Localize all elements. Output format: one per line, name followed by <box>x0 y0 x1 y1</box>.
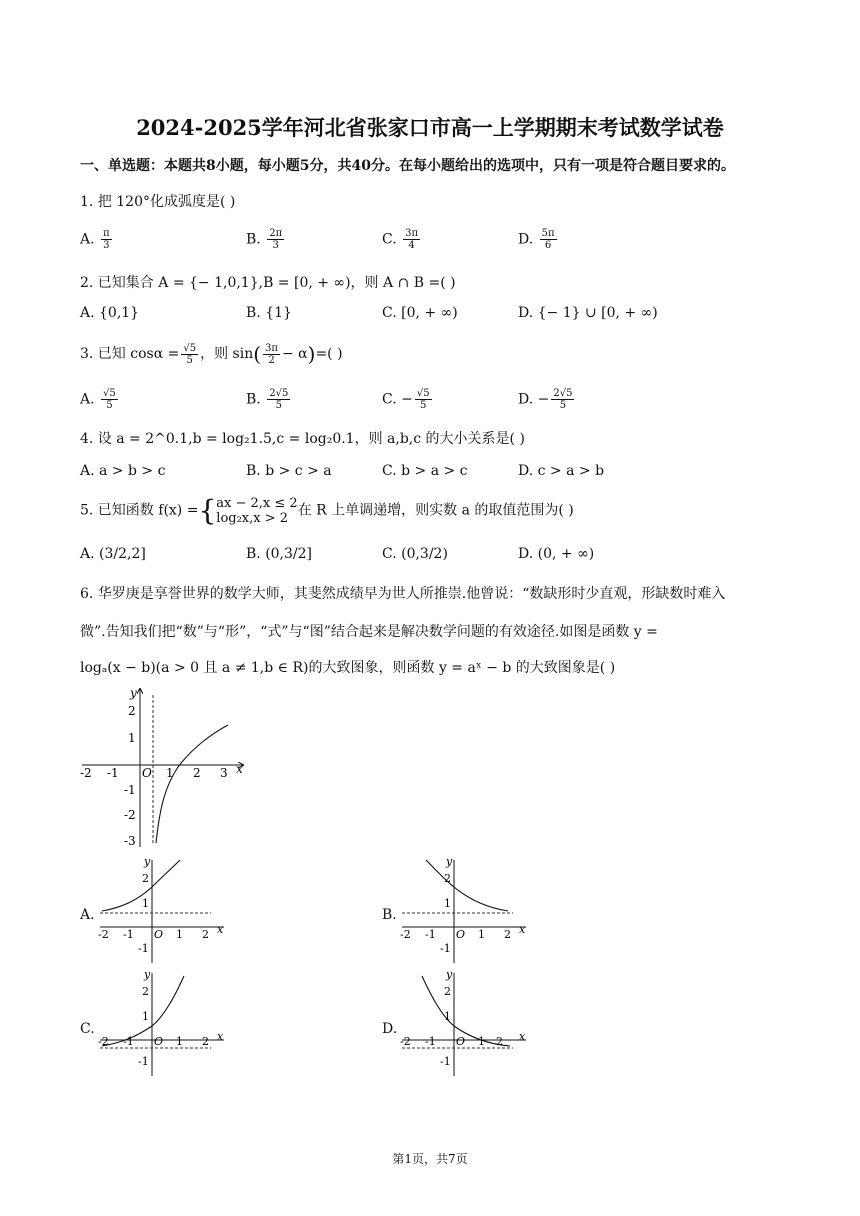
svg-text:1: 1 <box>444 897 451 910</box>
svg-text:1: 1 <box>176 1035 183 1048</box>
svg-text:1: 1 <box>478 928 485 941</box>
svg-text:1: 1 <box>444 1010 451 1023</box>
q3-option-c[interactable]: C. − $\frac{√5}{5}$ <box>382 388 430 411</box>
q5-option-a[interactable]: A. (3/2,2] <box>80 546 146 562</box>
q4-option-b[interactable]: B. b > c > a <box>246 463 332 479</box>
tick-label: 1 <box>166 766 174 780</box>
piecewise-cases: ax − 2,x ≤ 2 log₂x,x > 2 <box>216 495 298 526</box>
svg-text:y: y <box>144 855 151 868</box>
tick-label: 2 <box>193 766 201 780</box>
fraction: $\frac{3\pi}{2}$ <box>265 342 278 366</box>
fraction: $\frac{√5}{5}$ <box>183 342 197 366</box>
origin-label: O <box>142 766 152 780</box>
q1-option-c[interactable]: C. $\frac{3\pi}{4}$ <box>382 228 419 251</box>
svg-text:1: 1 <box>478 1035 485 1048</box>
q4-option-a[interactable]: A. a > b > c <box>80 463 166 479</box>
y-label: y <box>130 686 137 700</box>
q6-option-d-graph[interactable] <box>398 968 533 1078</box>
q1-option-d[interactable]: D. $\frac{5\pi}{6}$ <box>518 228 555 251</box>
tick-label: -3 <box>124 834 136 848</box>
svg-text:2: 2 <box>142 872 149 885</box>
fraction: $\frac{2√5}{5}$ <box>269 388 289 411</box>
svg-text:y: y <box>446 855 453 868</box>
q6-option-a-label[interactable]: A. <box>80 907 95 923</box>
fraction: $\frac{\pi}{3}$ <box>103 228 110 251</box>
svg-text:2: 2 <box>504 928 511 941</box>
q4-option-c[interactable]: C. b > a > c <box>382 463 468 479</box>
tick-label: 1 <box>128 731 136 745</box>
svg-text:x: x <box>217 923 224 936</box>
svg-text:2: 2 <box>496 1035 503 1048</box>
question-4-stem: 4. 设 a = 2^0.1,b = log₂1.5,c = log₂0.1，则 a,b,c 的大小关系是( ) <box>80 431 525 447</box>
tick-label: -1 <box>107 766 119 780</box>
q2-option-b[interactable]: B. {1} <box>246 305 292 321</box>
q3-option-d[interactable]: D. − $\frac{2√5}{5}$ <box>518 388 573 411</box>
tick-label: 3 <box>220 766 228 780</box>
fraction: $\frac{5\pi}{6}$ <box>541 228 555 251</box>
fraction: $\frac{2√5}{5}$ <box>553 388 573 411</box>
svg-text:-2: -2 <box>98 1035 109 1048</box>
question-6-line-1: 6. 华罗庚是享誉世界的数学大师，其斐然成绩早为世人所推崇.他曾说：“数缺形时少直观，形缺数时难入 <box>80 586 726 602</box>
svg-text:1: 1 <box>176 928 183 941</box>
q2-option-c[interactable]: C. [0, + ∞) <box>382 305 458 321</box>
q1-option-a[interactable]: A. $\frac{\pi}{3}$ <box>80 228 110 251</box>
svg-text:-1: -1 <box>425 928 436 941</box>
svg-text:-2: -2 <box>400 1035 411 1048</box>
tick-label: -2 <box>124 808 136 822</box>
q3-option-a[interactable]: A. $\frac{√5}{5}$ <box>80 388 116 411</box>
x-label: x <box>236 762 243 776</box>
svg-text:O: O <box>154 1035 164 1048</box>
svg-text:1: 1 <box>142 897 149 910</box>
svg-text:x: x <box>519 923 526 936</box>
svg-text:x: x <box>519 1030 526 1043</box>
log-curve <box>156 725 228 843</box>
question-3-stem: 3. 已知 cosα = $\frac{√5}{5}$ ，则 sin( $\frac{3\pi}{2}$ − α)=( ) <box>80 342 343 366</box>
q6-option-c-label[interactable]: C. <box>80 1021 95 1037</box>
fraction: $\frac{3\pi}{4}$ <box>405 228 419 251</box>
q1-option-b[interactable]: B. $\frac{2\pi}{3}$ <box>246 228 283 251</box>
question-1-stem: 1. 把 120°化成弧度是( ) <box>80 194 236 210</box>
q6-option-b-label[interactable]: B. <box>382 907 397 923</box>
svg-text:-1: -1 <box>123 1035 134 1048</box>
q6-option-a-graph[interactable] <box>96 855 231 965</box>
svg-text:1: 1 <box>142 1010 149 1023</box>
q5-option-b[interactable]: B. (0,3/2] <box>246 546 313 562</box>
log-function-graph <box>78 685 253 850</box>
svg-text:O: O <box>456 928 466 941</box>
svg-text:2: 2 <box>202 928 209 941</box>
svg-text:O: O <box>456 1035 466 1048</box>
section-heading: 一、单选题：本题共8小题，每小题5分，共40分。在每小题给出的选项中，只有一项是符合题目要求的。 <box>80 158 735 174</box>
fraction: $\frac{2\pi}{3}$ <box>269 228 283 251</box>
svg-text:2: 2 <box>202 1035 209 1048</box>
fraction: $\frac{√5}{5}$ <box>103 388 116 411</box>
question-2-stem: 2. 已知集合 A = {− 1,0,1},B = [0, + ∞)，则 A ∩ B =( ) <box>80 275 456 291</box>
svg-text:-1: -1 <box>138 1055 149 1068</box>
svg-text:x: x <box>217 1030 224 1043</box>
question-5-stem: 5. 已知函数 f(x) ={ ax − 2,x ≤ 2 log₂x,x > 2 在 R 上单调递增，则实数 a 的取值范围为( ) <box>80 494 574 527</box>
svg-text:-1: -1 <box>440 942 451 955</box>
svg-text:O: O <box>154 928 164 941</box>
q6-option-c-graph[interactable] <box>96 968 231 1078</box>
question-6-line-3: logₐ(x − b)(a > 0 且 a ≠ 1,b ∈ R)的大致图象，则函数 y = aˣ − b 的大致图象是( ) <box>80 660 616 676</box>
q4-option-d[interactable]: D. c > a > b <box>518 463 605 479</box>
svg-text:-1: -1 <box>123 928 134 941</box>
q5-option-d[interactable]: D. (0, + ∞) <box>518 546 595 562</box>
q5-option-c[interactable]: C. (0,3/2) <box>382 546 448 562</box>
q2-option-a[interactable]: A. {0,1} <box>80 305 140 321</box>
svg-text:-2: -2 <box>400 928 411 941</box>
svg-text:y: y <box>446 968 453 981</box>
fraction: $\frac{√5}{5}$ <box>416 388 430 411</box>
tick-label: -1 <box>124 783 136 797</box>
page-title: 2024-2025学年河北省张家口市高一上学期期末考试数学试卷 <box>136 115 724 140</box>
page-footer: 第1页，共7页 <box>392 1152 468 1166</box>
q2-option-d[interactable]: D. {− 1} ∪ [0, + ∞) <box>518 305 658 321</box>
svg-text:-2: -2 <box>98 928 109 941</box>
svg-text:2: 2 <box>444 985 451 998</box>
svg-text:2: 2 <box>444 872 451 885</box>
svg-text:-1: -1 <box>138 942 149 955</box>
tick-label: -2 <box>80 766 92 780</box>
tick-label: 2 <box>128 704 136 718</box>
svg-text:-1: -1 <box>425 1035 436 1048</box>
svg-text:y: y <box>144 968 151 981</box>
q3-option-b[interactable]: B. $\frac{2√5}{5}$ <box>246 388 289 411</box>
question-6-line-2: 微”.告知我们把“数”与“形”，“式”与“图”结合起来是解决数学问题的有效途径.如图是函数 y = <box>80 624 658 640</box>
svg-text:2: 2 <box>142 985 149 998</box>
svg-text:-1: -1 <box>440 1055 451 1068</box>
q6-option-d-label[interactable]: D. <box>382 1021 398 1037</box>
q6-option-b-graph[interactable] <box>398 855 533 965</box>
